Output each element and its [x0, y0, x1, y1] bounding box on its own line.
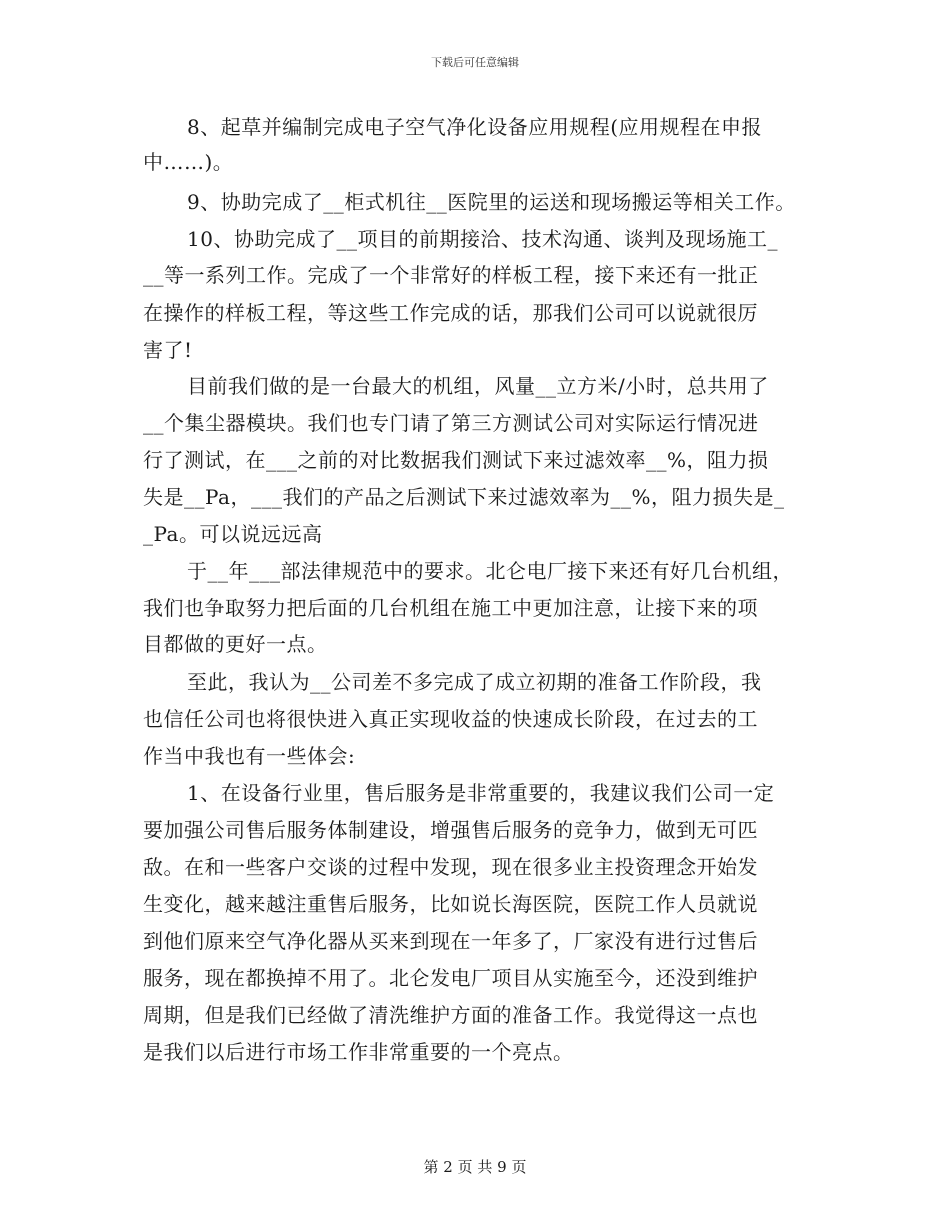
paragraph-line: __个集尘器模块。我们也专门请了第三方测试公司对实际运行情况进 — [143, 411, 759, 435]
paragraph-line: 作当中我也有一些体会: — [143, 744, 356, 768]
paragraph-line: 害了! — [143, 338, 193, 362]
paragraph-line: 到他们原来空气净化器从买来到现在一年多了，厂家没有进行过售后 — [143, 929, 758, 953]
paragraph-line: 中……)。 — [143, 150, 234, 174]
paragraph-line: 8、起草并编制完成电子空气净化设备应用规程(应用规程在申报 — [187, 115, 763, 139]
paragraph-line: 行了测试，在___之前的对比数据我们测试下来过滤效率__%，阻力损 — [143, 448, 769, 472]
paragraph-line: _Pa。可以说远远高 — [143, 522, 323, 546]
paragraph-line: 在操作的样板工程，等这些工作完成的话，那我们公司可以说就很厉 — [143, 301, 758, 325]
paragraph-line: 于__年___部法律规范中的要求。北仑电厂接下来还有好几台机组， — [187, 559, 793, 583]
paragraph-line: 至此，我认为__公司差不多完成了成立初期的准备工作阶段，我 — [187, 670, 762, 694]
paragraph-line: 失是__Pa，___我们的产品之后测试下来过滤效率为__%，阻力损失是_ — [143, 485, 785, 509]
paragraph-line: 服务，现在都换掉不用了。北仑发电厂项目从实施至今，还没到维护 — [143, 966, 758, 990]
paragraph-line: 目前我们做的是一台最大的机组，风量__立方米/小时，总共用了 — [187, 374, 769, 398]
paragraph-line: 目都做的更好一点。 — [143, 632, 328, 656]
paragraph-line: 生变化，越来越注重售后服务，比如说长海医院，医院工作人员就说 — [143, 892, 758, 916]
header-note: 下载后可任意编辑 — [431, 56, 519, 69]
paragraph-line: 我们也争取努力把后面的几台机组在施工中更加注意，让接下来的项 — [143, 596, 758, 620]
paragraph-line: 10、协助完成了__项目的前期接洽、技术沟通、谈判及现场施工_ — [187, 227, 778, 251]
paragraph-line: 敌。在和一些客户交谈的过程中发现，现在很多业主投资理念开始发 — [143, 855, 758, 879]
paragraph-line: __等一系列工作。完成了一个非常好的样板工程，接下来还有一批正 — [143, 263, 759, 287]
paragraph-line: 9、协助完成了__柜式机往__医院里的运送和现场搬运等相关工作。 — [187, 190, 796, 214]
paragraph-line: 周期，但是我们已经做了清洗维护方面的准备工作。我觉得这一点也 — [143, 1003, 758, 1027]
paragraph-line: 1、在设备行业里，售后服务是非常重要的，我建议我们公司一定 — [187, 781, 775, 805]
paragraph-line: 要加强公司售后服务体制建设，增强售后服务的竞争力，做到无可匹 — [143, 818, 758, 842]
page-number: 第 2 页 共 9 页 — [423, 1158, 527, 1176]
paragraph-line: 也信任公司也将很快进入真正实现收益的快速成长阶段，在过去的工 — [143, 707, 758, 731]
paragraph-line: 是我们以后进行市场工作非常重要的一个亮点。 — [143, 1040, 574, 1064]
